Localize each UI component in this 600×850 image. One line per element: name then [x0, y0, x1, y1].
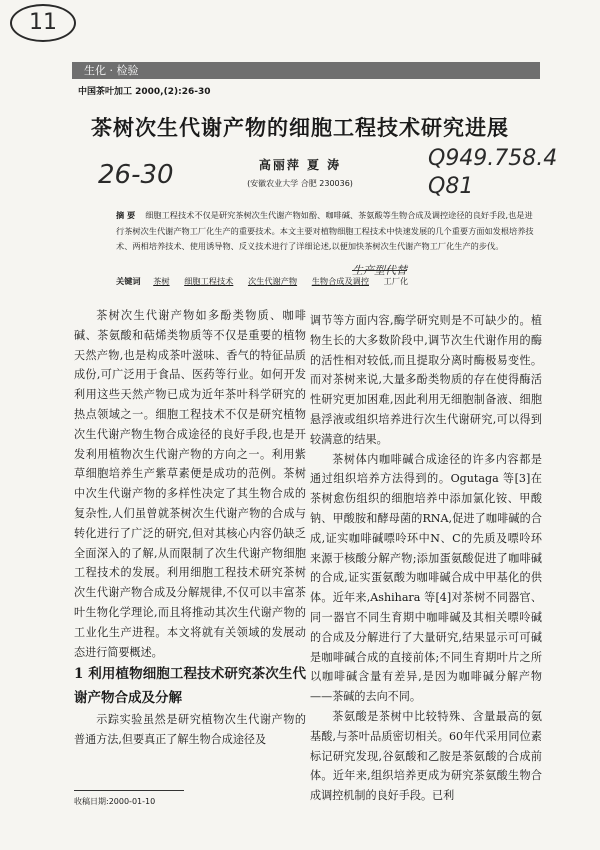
right-column — [310, 311, 542, 806]
footnote-divider — [74, 790, 184, 791]
footnote-received-date: 收稿日期:2000-01-10 — [74, 797, 156, 806]
body-paragraph: 茶氨酸是茶树中比较特殊、含量最高的氨基酸,与茶叶品质密切相关。60年代采用同位素标记研究发现,谷氨酸和乙胺是茶氨酸的合成前体。近年来,组织培养更成为研究茶氨酸生物合成调控机制的良好手段。已利 — [310, 709, 542, 803]
affiliation: (安徽农业大学 合肥 230036) — [247, 179, 353, 188]
handwritten-classification-1: Q949.758.4 — [428, 146, 558, 171]
keywords-label: 关键词 — [116, 276, 141, 286]
abstract — [116, 208, 534, 255]
body-paragraph: 茶树次生代谢产物如多酚类物质、咖啡碱、茶氨酸和萜烯类物质等不仅是重要的植物天然产物,也是构成茶叶滋味、香气的特征品质成份,可广泛用于食品、医药等行业。如何开发利用这些天然产物已成为近年茶叶科学研究的热点领域之一。细胞工程技术不仅是研究植物次生代谢产物生物合成途径的良好手段,也是开发利用植物次生代谢产物的方向之一。利用紫草细胞培养生产紫草素便是成功的范例。茶树中次生代谢产物的多样性决定了其生物合成的复杂性,人们虽曾就茶树次生代谢产物的合成与转化进行了广泛的研究,但对其核心内容仍缺乏全面深入的了解,从而限制了次生代谢产物细胞工程技术的发展。利用细胞工程技术研究茶树次生代谢产物合成及分解规律,不仅可以丰富茶叶生物化学理论,而且将推动其次生代谢产物的工业化生产进程。本文将就有关领域的发展动态进行简要概述。 — [74, 309, 306, 659]
section-header-bar: 生化 · 检验 — [72, 62, 540, 79]
left-column — [74, 306, 306, 750]
handwritten-page-range: 26-30 — [98, 160, 174, 190]
body-paragraph: 示踪实验虽然是研究植物次生代谢产物的普通方法,但要真正了解生物合成途径及 — [74, 713, 306, 747]
body-paragraph: 茶树体内咖啡碱合成途径的许多内容都是通过组织培养方法得到的。Ogutaga 等[3]在茶树愈伤组织的细胞培养中添加氯化铵、甲酸钠、甲酸胺和酵母菌的RNA,促进了咖啡碱的合成,证实咖啡碱嘌呤环中N、C的先质及嘌呤环来源于核酸分解产物;添加蛋氨酸促进了咖啡碱的合成,证实蛋氨酸为咖啡碱合成中甲基化的供体。近年来,Ashihara 等[4]对茶树不同器官、同一器官不同生育期中咖啡碱及其相关嘌呤碱的合成及分解进行了大量研究,结果显示可可碱是咖啡碱合成的直接前体;不同生育期叶片之所以咖啡碱含量有差异,是因为咖啡碱分解产物——茶碱的去向不同。 — [310, 452, 542, 704]
abstract-label: 摘 要 — [116, 210, 136, 220]
keyword-item: 生物合成及调控 — [311, 276, 370, 286]
handwritten-keyword-note: 生产型代替 — [352, 264, 407, 277]
abstract-text: 细胞工程技术不仅是研究茶树次生代谢产物如酚、咖啡碱、茶氨酸等生物合成及调控途径的良好手段,也是进行茶树次生代谢产物工厂化生产的重要技术。本文主要对植物细胞工程技术中快速发展的几个重要方面如发根培养技术、两相培养技术、使用诱导物、反义技术进行了详细论述,以便加快茶树次生代谢产物工厂化生产的步伐。 — [116, 210, 534, 251]
authors: 高丽萍 夏 涛 — [258, 158, 342, 172]
body-paragraph: 调节等方面内容,酶学研究则是不可缺少的。植物生长的大多数阶段中,调节次生代谢作用的酶的活性相对较低,而且提取分离时酶极易变性。而对茶树来说,大量多酚类物质的存在使得酶活性研究更加困难,因此利用无细胞制备液、细胞悬浮液或组织培养进行次生代谢研究,可以得到较满意的结果。 — [310, 314, 542, 446]
keyword-item: 工厂化 — [383, 276, 409, 286]
keyword-item: 细胞工程技术 — [184, 276, 234, 286]
journal-info: 中国茶叶加工 2000,(2):26-30 — [78, 87, 211, 97]
keyword-item: 次生代谢产物 — [247, 276, 298, 286]
handwritten-classification-2: Q81 — [428, 174, 474, 199]
section-heading: 1 利用植物细胞工程技术研究茶次生代谢产物合成及分解 — [74, 666, 306, 707]
keywords — [116, 274, 536, 288]
handwritten-circled-number: 11 — [10, 4, 76, 42]
article-title: 茶树次生代谢产物的细胞工程技术研究进展 — [91, 115, 509, 140]
keyword-item: 茶树 — [153, 276, 170, 286]
